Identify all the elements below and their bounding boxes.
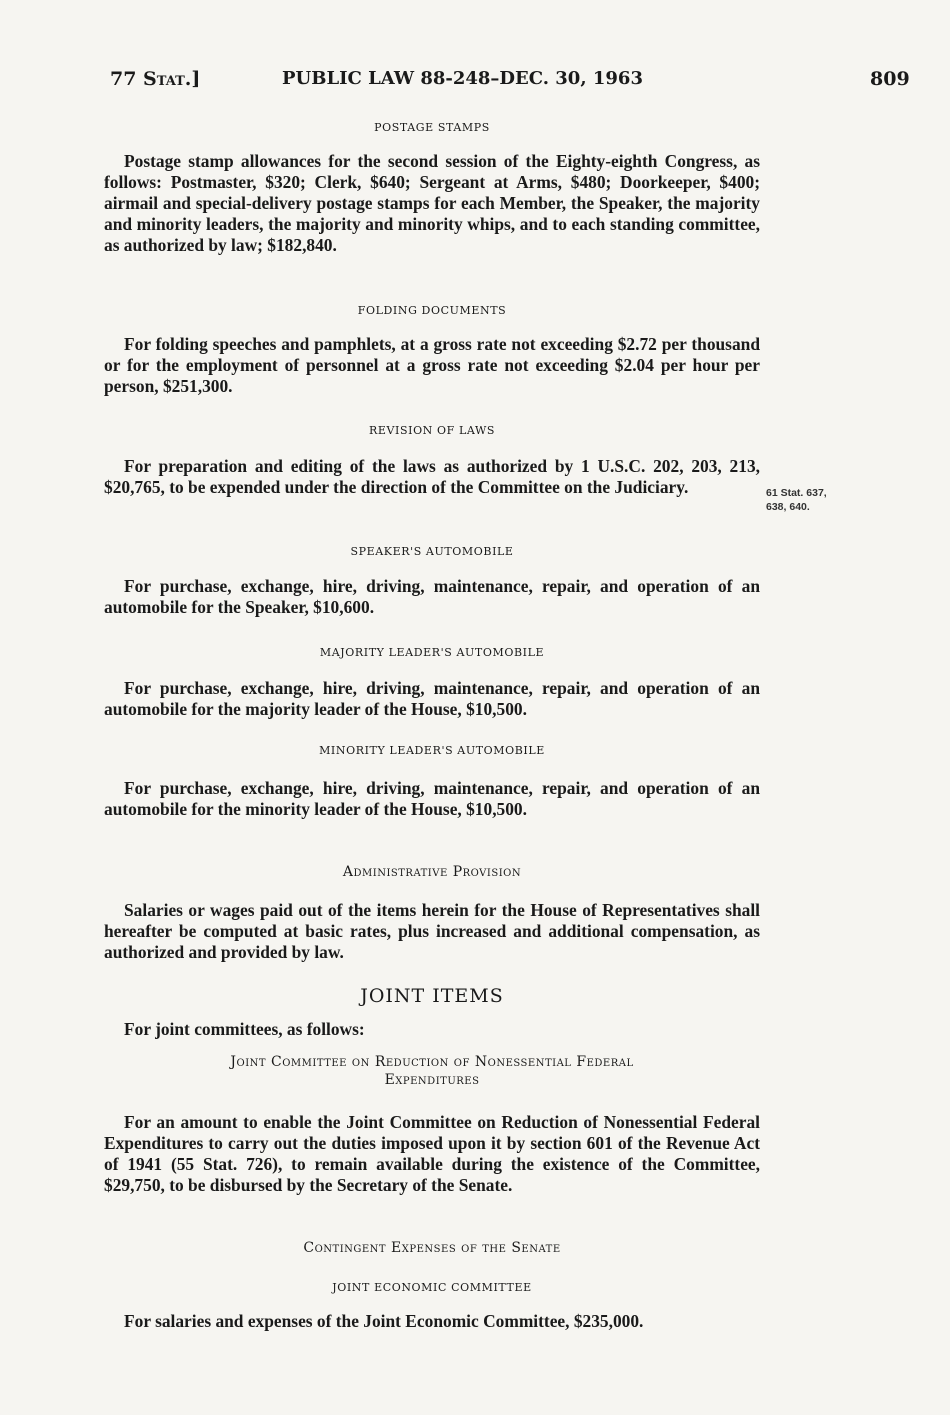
section-majority-automobile <box>104 646 760 659</box>
paragraph: For preparation and editing of the laws as authorized by 1 U.S.C. 202, 203, 213, $20,765, to be expended under the direction of the Committee on the Judiciary. <box>104 456 760 497</box>
section-joint-body <box>104 1019 760 1040</box>
section-joint-items <box>104 985 760 1007</box>
section-admin-body <box>104 900 760 963</box>
section-economic-body <box>104 1311 760 1332</box>
section-contingent-expenses <box>104 1240 760 1256</box>
section-heading: SPEAKER'S AUTOMOBILE <box>350 545 514 558</box>
margin-citation <box>766 486 886 514</box>
section-heading: REVISION OF LAWS <box>368 424 495 437</box>
section-heading: Administrative Provision <box>342 864 522 880</box>
section-heading: POSTAGE STAMPS <box>374 121 490 134</box>
section-postage-stamps <box>104 121 760 134</box>
margin-citation-line: 638, 640. <box>766 501 810 513</box>
section-folding-documents <box>104 304 760 317</box>
section-speaker-body <box>104 576 760 618</box>
paragraph: For purchase, exchange, hire, driving, maintenance, repair, and operation of an automobile for the majority leader of the House, $10,500. <box>104 678 760 719</box>
section-nonessential-body <box>104 1112 760 1196</box>
section-minority-body <box>104 778 760 820</box>
margin-citation-line: 61 Stat. 637, <box>766 487 827 499</box>
paragraph: For joint committees, as follows: <box>124 1019 365 1039</box>
paragraph: For purchase, exchange, hire, driving, maintenance, repair, and operation of an automobile for the Speaker, $10,600. <box>104 576 760 617</box>
section-heading-line: Joint Committee on Reduction of Nonessential Federal <box>230 1054 634 1070</box>
paragraph: For purchase, exchange, hire, driving, maintenance, repair, and operation of an automobile for the minority leader of the House, $10,500. <box>104 778 760 819</box>
section-speakers-automobile <box>104 545 760 558</box>
section-heading: MINORITY LEADER'S AUTOMOBILE <box>319 744 545 757</box>
section-heading: MAJORITY LEADER'S AUTOMOBILE <box>319 646 545 659</box>
section-administrative-provision <box>104 864 760 880</box>
section-heading: FOLDING DOCUMENTS <box>357 304 507 317</box>
paragraph: For an amount to enable the Joint Committee on Reduction of Nonessential Federal Expenditures to carry out the duties imposed upon it by section 601 of the Revenue Act of 1941 (55 Stat. 726), to remain available during the existence of the Committee, $29,750, to be disbursed by the Secretary of the Senate. <box>104 1112 760 1195</box>
paragraph: Postage stamp allowances for the second session of the Eighty-eighth Congress, as follows: Postmaster, $320; Clerk, $640; Sergeant at Arms, $480; Doorkeeper, $400; airmail and special-delivery postage stamps for each Member, the Speaker, the majority and minority leaders, the majority and minority whips, and to each standing committee, as authorized by law; $182,840. <box>104 151 760 255</box>
section-postage-body <box>104 151 760 256</box>
section-heading-line: Expenditures <box>384 1072 480 1088</box>
section-revision-of-laws <box>104 424 760 437</box>
section-majority-body <box>104 678 760 720</box>
paragraph: For folding speeches and pamphlets, at a gross rate not exceeding $2.72 per thousand or for the employment of personnel at a gross rate not exceeding $2.04 per hour per person, $251,300. <box>104 334 760 396</box>
page-number: 809 <box>870 68 910 90</box>
page-header-title: PUBLIC LAW 88-248–DEC. 30, 1963 <box>282 68 643 89</box>
section-minority-automobile <box>104 744 760 757</box>
section-folding-body <box>104 334 760 397</box>
section-revision-body <box>104 456 760 498</box>
section-heading: Contingent Expenses of the Senate <box>303 1240 561 1256</box>
section-heading: JOINT ITEMS <box>360 985 504 1007</box>
volume-reference: 77 Stat.] <box>110 68 201 90</box>
section-heading: JOINT ECONOMIC COMMITTEE <box>332 1281 532 1294</box>
paragraph: For salaries and expenses of the Joint Economic Committee, $235,000. <box>124 1311 644 1331</box>
paragraph: Salaries or wages paid out of the items herein for the House of Representatives shall hereafter be computed at basic rates, plus increased and additional compensation, as authorized and provided by law. <box>104 900 760 962</box>
section-joint-economic-committee <box>104 1281 760 1294</box>
section-nonessential-expenditures <box>104 1054 760 1088</box>
